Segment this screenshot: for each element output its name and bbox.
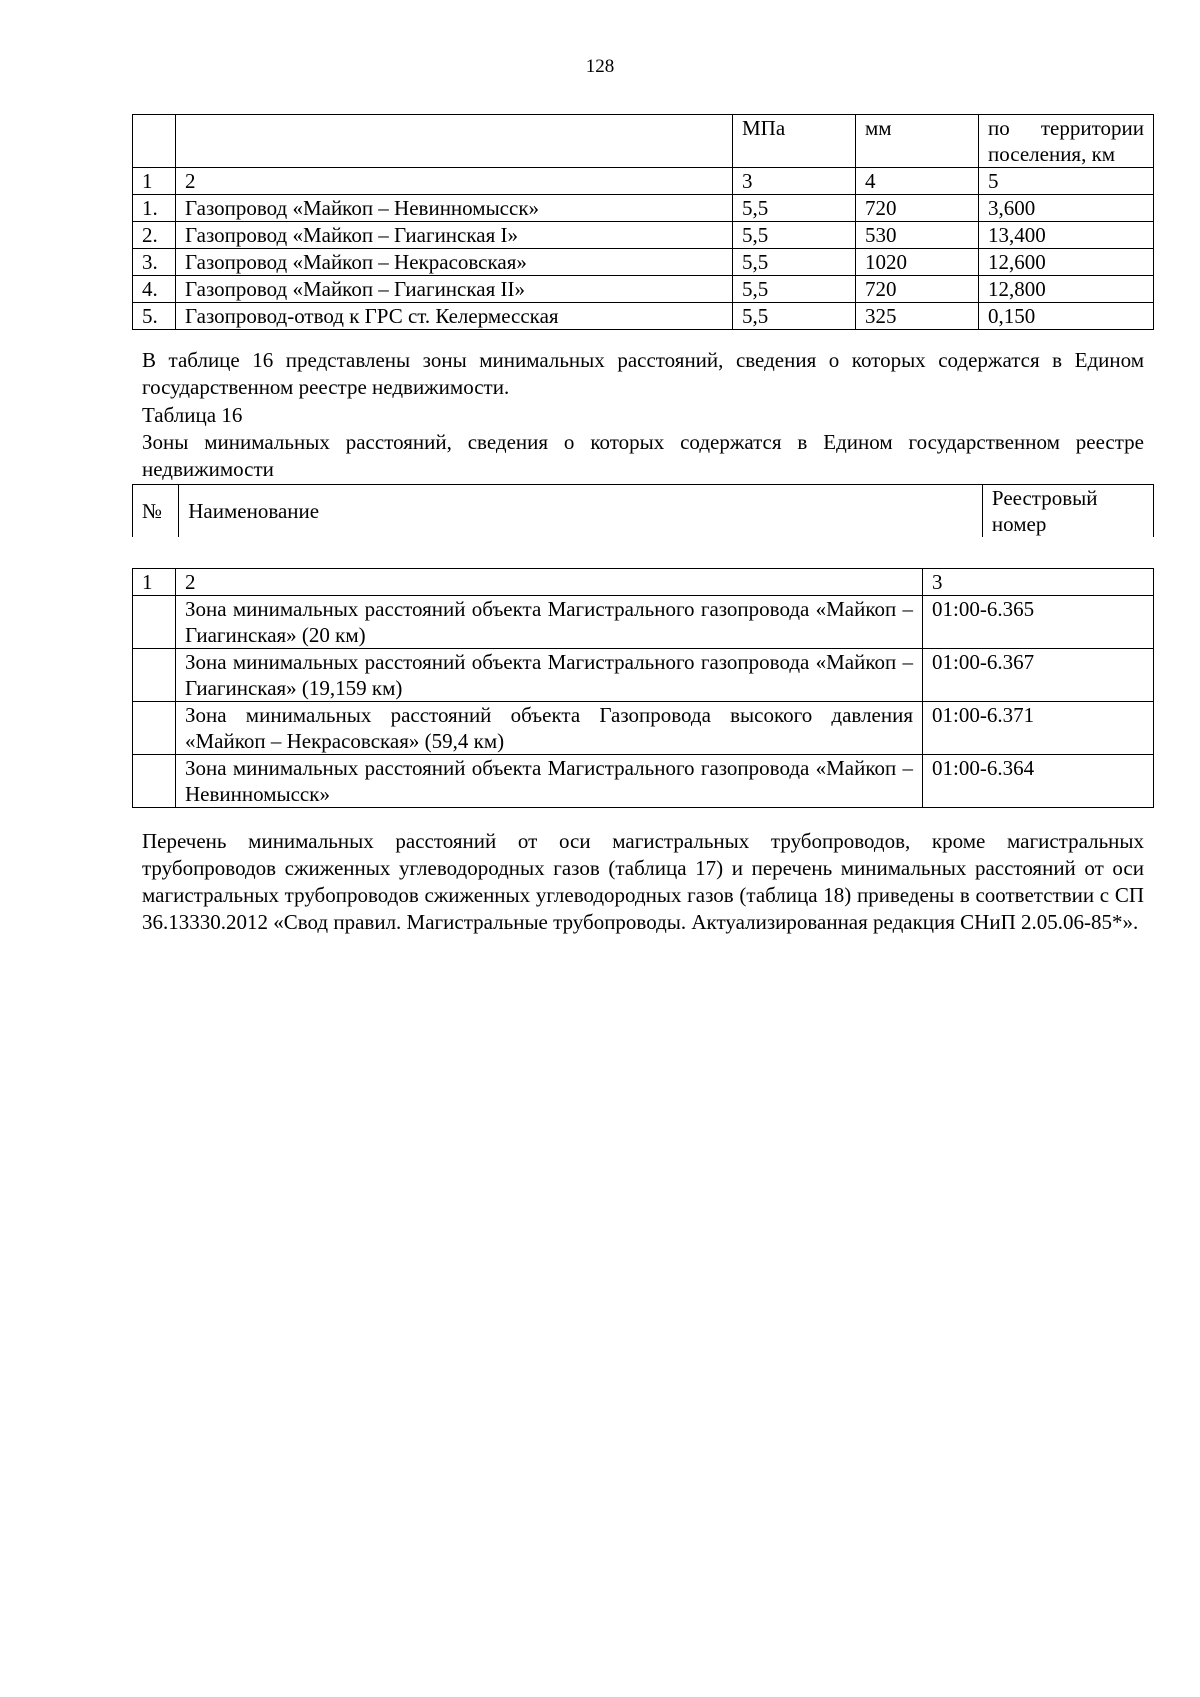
table-cell: 3. <box>133 249 176 276</box>
header-cell-number: № <box>133 485 179 538</box>
header-cell-registry-number: Реестровый номер <box>982 485 1153 538</box>
table-cell: 01:00-6.364 <box>923 755 1154 808</box>
table-row <box>133 303 1154 330</box>
table-cell: 4. <box>133 276 176 303</box>
table-cell: 720 <box>856 195 979 222</box>
table-cell <box>176 115 733 168</box>
table-cell: 12,800 <box>979 276 1154 303</box>
table-numbering-row <box>133 168 1154 195</box>
table-cell: 3 <box>733 168 856 195</box>
zones-table-header <box>132 484 1154 537</box>
table-cell: 5. <box>133 303 176 330</box>
table-row <box>133 276 1154 303</box>
table-cell <box>133 115 176 168</box>
table-cell: 5,5 <box>733 195 856 222</box>
header-cell-length: по территории поселения, км <box>979 115 1154 168</box>
table-cell: 5,5 <box>733 222 856 249</box>
page-number: 128 <box>585 56 615 77</box>
table-cell: 2. <box>133 222 176 249</box>
header-cell-pressure-unit: МПа <box>733 115 856 168</box>
table-cell: 01:00-6.365 <box>923 596 1154 649</box>
table-cell: Зона минимальных расстояний объекта Газопровода высокого давления «Майкоп – Некрасовская» (59,4 км) <box>176 702 923 755</box>
table-cell: 3 <box>923 569 1154 596</box>
table-row <box>133 195 1154 222</box>
table-cell: 01:00-6.371 <box>923 702 1154 755</box>
table16-label: Таблица 16 <box>142 403 243 427</box>
table-cell: 5,5 <box>733 303 856 330</box>
table-row <box>133 702 1154 755</box>
table-cell: 1020 <box>856 249 979 276</box>
table-row <box>133 596 1154 649</box>
table-cell: 1 <box>133 569 176 596</box>
paragraph-table16-intro: В таблице 16 представлены зоны минимальных расстояний, сведения о которых содержатся в Едином государственном реестре недвижимости. <box>142 348 1144 399</box>
pipeline-table <box>132 114 1154 330</box>
table-header-row <box>133 115 1154 168</box>
table-header-row <box>133 485 1154 538</box>
table-row <box>133 249 1154 276</box>
table-cell: 3,600 <box>979 195 1154 222</box>
table-cell: 5,5 <box>733 249 856 276</box>
table-cell: 0,150 <box>979 303 1154 330</box>
table-cell: 12,600 <box>979 249 1154 276</box>
table-cell: 530 <box>856 222 979 249</box>
table-cell: Зона минимальных расстояний объекта Магистрального газопровода «Майкоп – Гиагинская» (19,159 км) <box>176 649 923 702</box>
table-cell: Газопровод-отвод к ГРС ст. Келермесская <box>176 303 733 330</box>
table-row <box>133 649 1154 702</box>
table-cell: 01:00-6.367 <box>923 649 1154 702</box>
table-cell: Газопровод «Майкоп – Гиагинская I» <box>176 222 733 249</box>
header-cell-diameter-unit: мм <box>856 115 979 168</box>
table-cell: 325 <box>856 303 979 330</box>
table-cell: 1 <box>133 168 176 195</box>
table16-caption: Зоны минимальных расстояний, сведения о которых содержатся в Едином государственном реестре недвижимости <box>142 430 1144 481</box>
table-cell: Газопровод «Майкоп – Невинномысск» <box>176 195 733 222</box>
table-cell: Газопровод «Майкоп – Гиагинская II» <box>176 276 733 303</box>
table-cell: Газопровод «Майкоп – Некрасовская» <box>176 249 733 276</box>
table-cell: 5 <box>979 168 1154 195</box>
table-row <box>133 755 1154 808</box>
table-cell <box>133 755 176 808</box>
table-cell: 4 <box>856 168 979 195</box>
table-numbering-row <box>133 569 1154 596</box>
table-cell: 720 <box>856 276 979 303</box>
zones-table <box>132 568 1154 808</box>
table-cell: 1. <box>133 195 176 222</box>
table-cell: 2 <box>176 168 733 195</box>
table-cell <box>133 649 176 702</box>
header-cell-name: Наименование <box>179 485 983 538</box>
table-cell: 13,400 <box>979 222 1154 249</box>
paragraph-distances: Перечень минимальных расстояний от оси магистральных трубопроводов, кроме магистральных трубопроводов сжиженных углеводородных газов (таблица 17) и перечень минимальных расстояний от оси магистральных трубопроводов сжиженных углеводородных газов (таблица 18) приведены в соответствии с СП 36.13330.2012 «Свод правил. Магистральные трубопроводы. Актуализированная редакция СНиП 2.05.06-85*». <box>142 829 1144 934</box>
table-cell: 5,5 <box>733 276 856 303</box>
table-cell <box>133 596 176 649</box>
table-cell: 2 <box>176 569 923 596</box>
table-cell: Зона минимальных расстояний объекта Магистрального газопровода «Майкоп – Невинномысск» <box>176 755 923 808</box>
table-row <box>133 222 1154 249</box>
table-cell: Зона минимальных расстояний объекта Магистрального газопровода «Майкоп – Гиагинская» (20 км) <box>176 596 923 649</box>
table-cell <box>133 702 176 755</box>
